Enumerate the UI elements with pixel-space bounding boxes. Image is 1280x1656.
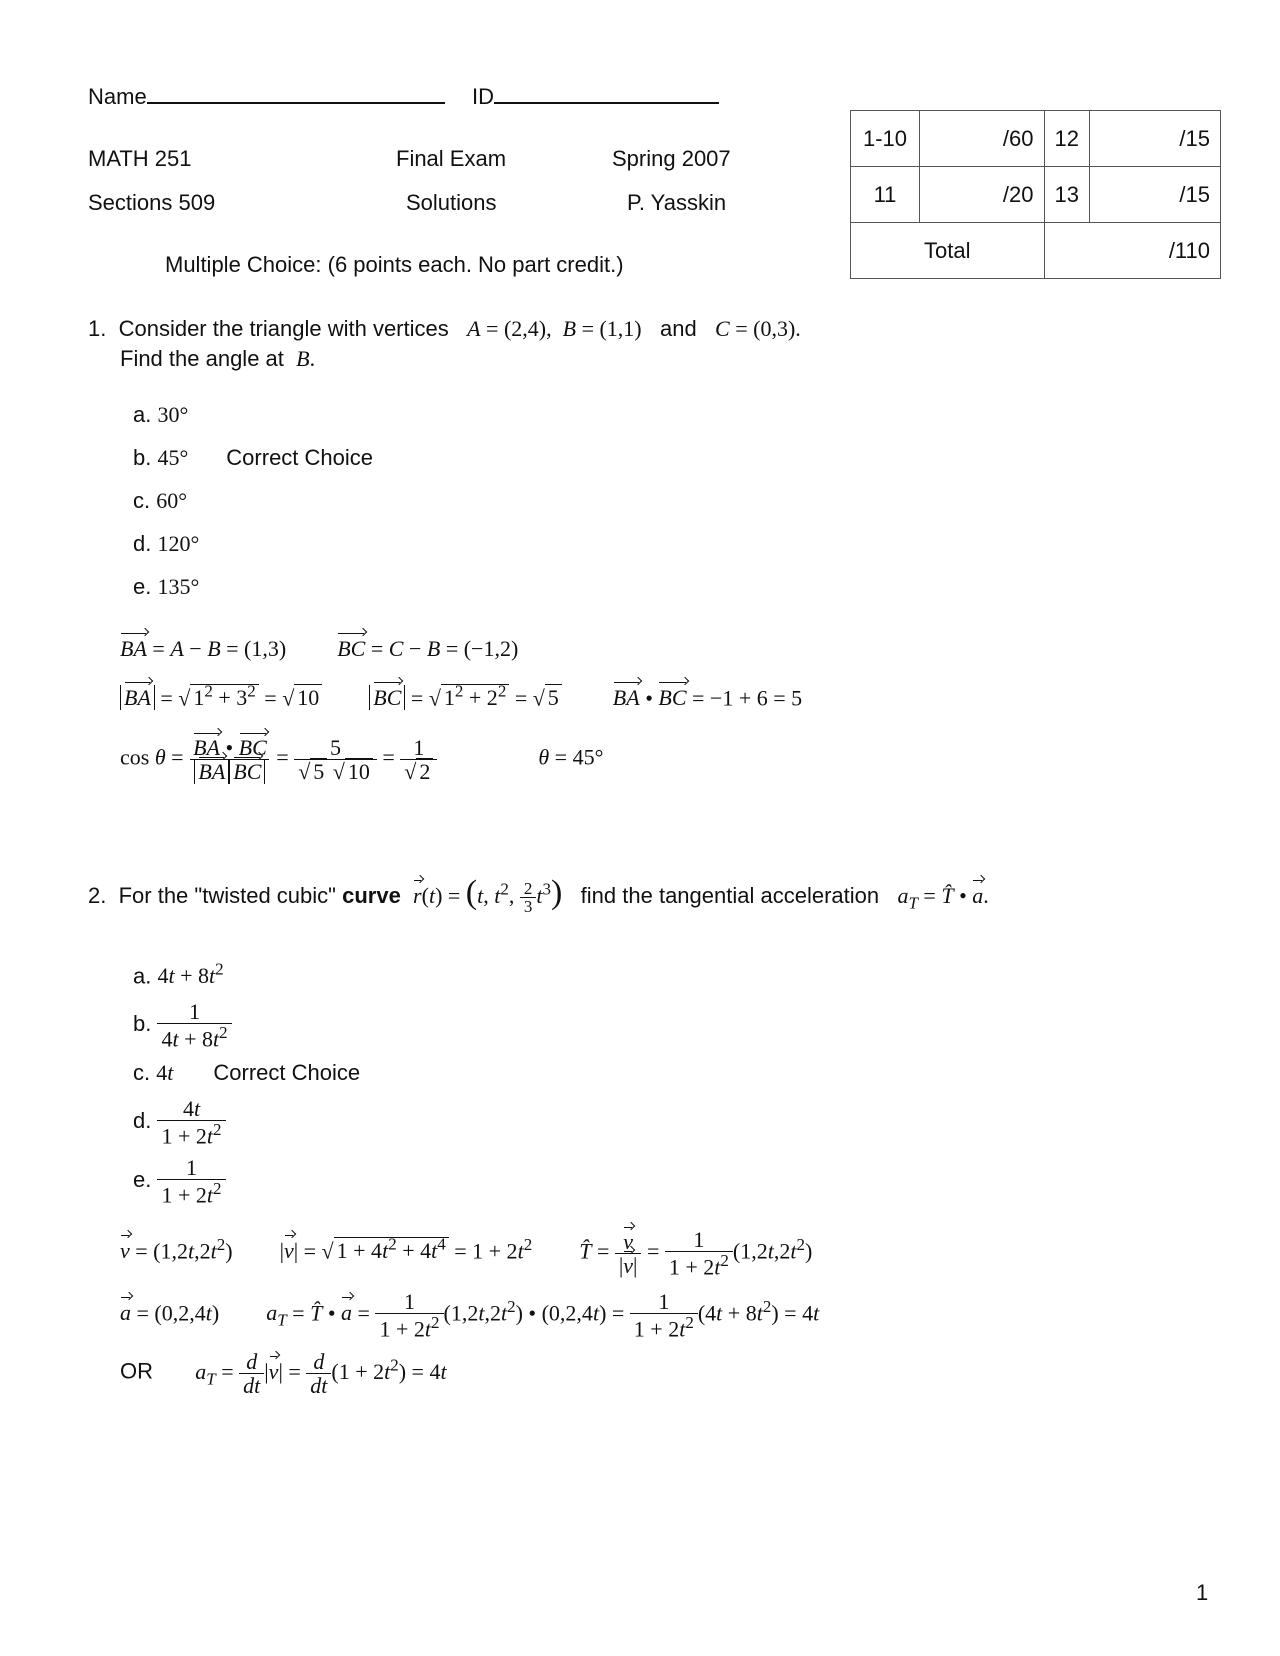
score-cell: 1-10	[851, 111, 920, 167]
name-line	[147, 102, 445, 104]
q1-vertex-c: C = (0,3).	[715, 316, 801, 341]
score-cell: Total	[851, 223, 1045, 279]
q1-number: 1.	[88, 316, 107, 341]
q2-choice-c: c. 4t Correct Choice	[133, 1060, 361, 1085]
q2-prompt	[88, 874, 989, 916]
q1-sol-lengths: BA = √ $1^2 + 3^2$ = √ 10 BC = √ $1^2 + 2^2$ = √ 5 BA • BC = −1 + 6 = 5	[120, 682, 802, 711]
q1-vertex-a: A = (2,4), B = (1,1)	[467, 316, 642, 341]
score-cell: /15	[1090, 111, 1221, 167]
sections: Sections 509	[88, 190, 216, 215]
id-line	[494, 102, 719, 104]
q1-choice-c: c. 60°	[133, 488, 188, 513]
name-label: Name	[88, 84, 147, 109]
q1-choice-a: a. 30°	[133, 402, 189, 427]
q2-text-2: find the tangential acceleration	[580, 883, 880, 908]
score-table	[850, 110, 1221, 279]
score-cell: 11	[851, 167, 920, 223]
instructions: Multiple Choice: (6 points each. No part credit.)	[165, 252, 624, 277]
q2-correct-label: Correct Choice	[213, 1060, 361, 1085]
q2-sol-velocity: $v = (1,2t,2t^2) |v|$ = √ $1 + 4t^2 + 4t^4 = 1 + 2t^2$ T̂ = $\frac{v}{|v|}$ = $\frac{1}{1 + 2t^2}$ $(1,2t,2t^2)$	[120, 1227, 813, 1280]
score-cell: /20	[920, 167, 1045, 223]
q1-choice-e: e. 135°	[133, 574, 200, 599]
q2-choice-e: e. $\frac{1}{1 + 2t^2}$	[133, 1156, 226, 1207]
instructor: P. Yasskin	[627, 190, 727, 215]
q2-number: 2.	[88, 883, 107, 908]
score-row	[851, 167, 1221, 223]
q1-prompt-2: Find the angle at B.	[120, 346, 316, 371]
course-title: MATH 251	[88, 146, 192, 171]
q1-point-b: B	[296, 346, 310, 371]
q1-prompt	[88, 316, 801, 342]
page-number: 1	[1196, 1580, 1209, 1605]
score-row	[851, 111, 1221, 167]
q1-text: Consider the triangle with vertices	[118, 316, 449, 341]
score-cell: 12	[1044, 111, 1089, 167]
q2-sol-accel: a = (0,2,4t) $a_T$ = T̂ • a = $\frac{1}{1 + 2t^2}$ $(1,2t,2t^2)$ • (0,2,4t) = $\frac{1}{1 + 2t^2}$ $(4t + 8t^2) = 4t$	[120, 1289, 820, 1342]
q1-correct-label: Correct Choice	[226, 445, 374, 470]
q2-choice-d: d. $\frac{4t}{1 + 2t^2}$	[133, 1097, 226, 1148]
name-field	[88, 84, 445, 110]
q1-choice-b: b. 45° Correct Choice	[133, 445, 374, 470]
q2-text: For the "twisted cubic"	[118, 883, 336, 908]
score-cell: /15	[1090, 167, 1221, 223]
q2-at: $a_T$ = T̂ • a.	[897, 883, 989, 913]
score-cell: /60	[920, 111, 1045, 167]
q2-bold: curve	[342, 883, 401, 908]
score-cell: /110	[1044, 223, 1220, 279]
q1-sol-vectors: BA = A − B = (1,3) BC = C − B = (−1,2)	[120, 636, 519, 661]
q2-choice-a: a. $4t + 8t^2$	[133, 960, 224, 989]
q2-choice-b: b. $\frac{1}{4t + 8t^2}$	[133, 1000, 232, 1051]
q1-and: and	[659, 316, 697, 341]
doc-type: Solutions	[406, 190, 497, 215]
q2-or: OR	[120, 1358, 153, 1384]
score-row	[851, 223, 1221, 279]
id-field	[472, 84, 719, 110]
q1-sol-cosine: cos θ = $\frac{BA • BC}{\text{BA BC}}$ = $\frac{5}{√ 5 √ 10}$ = $\frac{1}{√ 2}$ θ = 45°	[120, 735, 604, 785]
id-label: ID	[472, 84, 494, 109]
q1-choice-d: d. 120°	[133, 531, 200, 556]
score-cell: 13	[1044, 167, 1089, 223]
q1-text-2: Find the angle at	[120, 346, 284, 371]
q2-curve: r(t) = (t, $t^2$, $\frac{2}{3}$ $t^3$)	[413, 874, 563, 917]
term: Spring 2007	[612, 146, 731, 171]
exam-title: Final Exam	[396, 146, 507, 171]
q2-sol-alt: OR $a_T$ = $\frac{d}{dt}$ |v| = $\frac{d}{dt}$ $(1 + 2t^2) = 4t$	[120, 1349, 447, 1399]
